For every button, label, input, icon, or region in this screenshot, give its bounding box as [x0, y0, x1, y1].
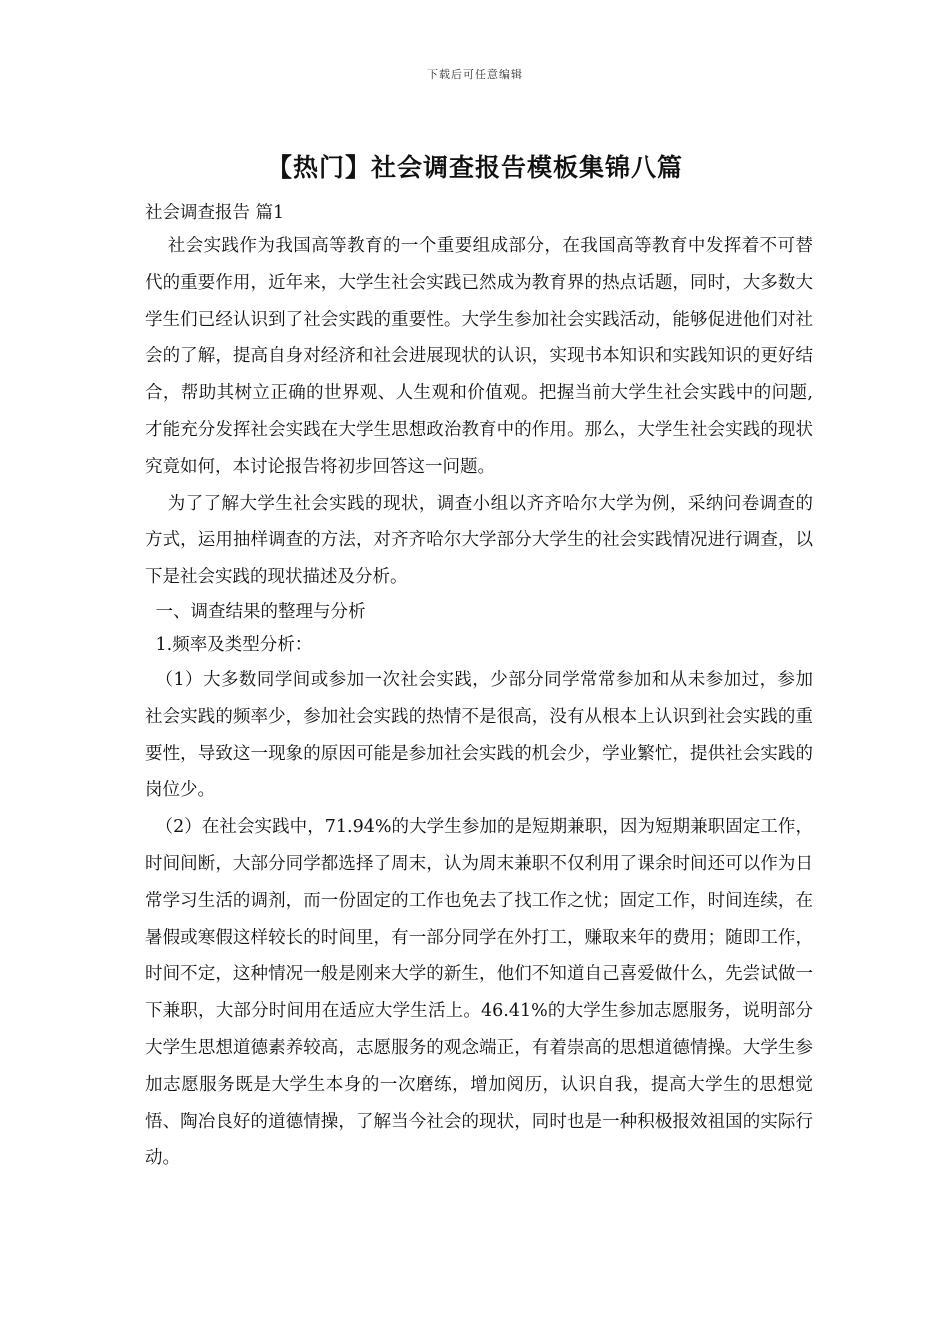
list-item-1: （1）大多数同学间或参加一次社会实践，少部分同学常常参加和从未参加过，参加社会实践的频率少，参加社会实践的热情不是很高，没有从根本上认识到社会实践的重要性，导致这一现象的原因可能是参加社会实践的机会少，学业繁忙，提供社会实践的岗位少。 — [145, 669, 813, 801]
section-label: 社会调查报告 篇1 — [145, 203, 285, 223]
heading-results: 一、调查结果的整理与分析 — [155, 601, 366, 622]
list-item-2: （2）在社会实践中，71.94%的大学生参加的是短期兼职，因为短期兼职固定工作，时间间断，大部分同学都选择了周末，认为周末兼职不仅利用了课余时间还可以作为日常学习生活的调剂，而一份固定的工作也免去了找工作之忧；固定工作，时间连续，在暑假或寒假这样较长的时间里，有一部分同学在外打工，赚取来年的费用；随即工作，时间不定，这种情况一般是刚来大学的新生，他们不知道自己喜爱做什么，先尝试做一下兼职，大部分时间用在适应大学生活上。46.41%的大学生参加志愿服务，说明部分大学生思想道德素养较高，志愿服务的观念端正，有着崇高的思想道德情操。大学生参加志愿服务既是大学生本身的一次磨练，增加阅历，认识自我，提高大学生的思想觉悟、陶冶良好的道德情操，了解当今社会的现状，同时也是一种积极报效祖国的实际行动。 — [145, 817, 813, 1169]
document-title: 【热门】社会调查报告模板集锦八篇 — [266, 153, 683, 182]
paragraph-method: 为了了解大学生社会实践的现状，调查小组以齐齐哈尔大学为例，采纳问卷调查的方式，运用抽样调查的方法，对齐齐哈尔大学部分大学生的社会实践情况进行调查，以下是社会实践的现状描述及分析。 — [145, 493, 813, 588]
heading-frequency: 1.频率及类型分析： — [155, 634, 313, 655]
header-note: 下载后可任意编辑 — [427, 68, 523, 81]
document-body — [145, 200, 813, 1177]
paragraph-intro: 社会实践作为我国高等教育的一个重要组成部分，在我国高等教育中发挥着不可替代的重要作用，近年来，大学生社会实践已然成为教育界的热点话题，同时，大多数大学生们已经认识到了社会实践的重要性。大学生参加社会实践活动，能够促进他们对社会的了解，提高自身对经济和社会进展现状的认识，实现书本知识和实践知识的更好结合，帮助其树立正确的世界观、人生观和价值观。把握当前大学生社会实践中的问题,才能充分发挥社会实践在大学生思想政治教育中的作用。那么，大学生社会实践的现状究竟如何，本讨论报告将初步回答这一问题。 — [145, 236, 813, 477]
